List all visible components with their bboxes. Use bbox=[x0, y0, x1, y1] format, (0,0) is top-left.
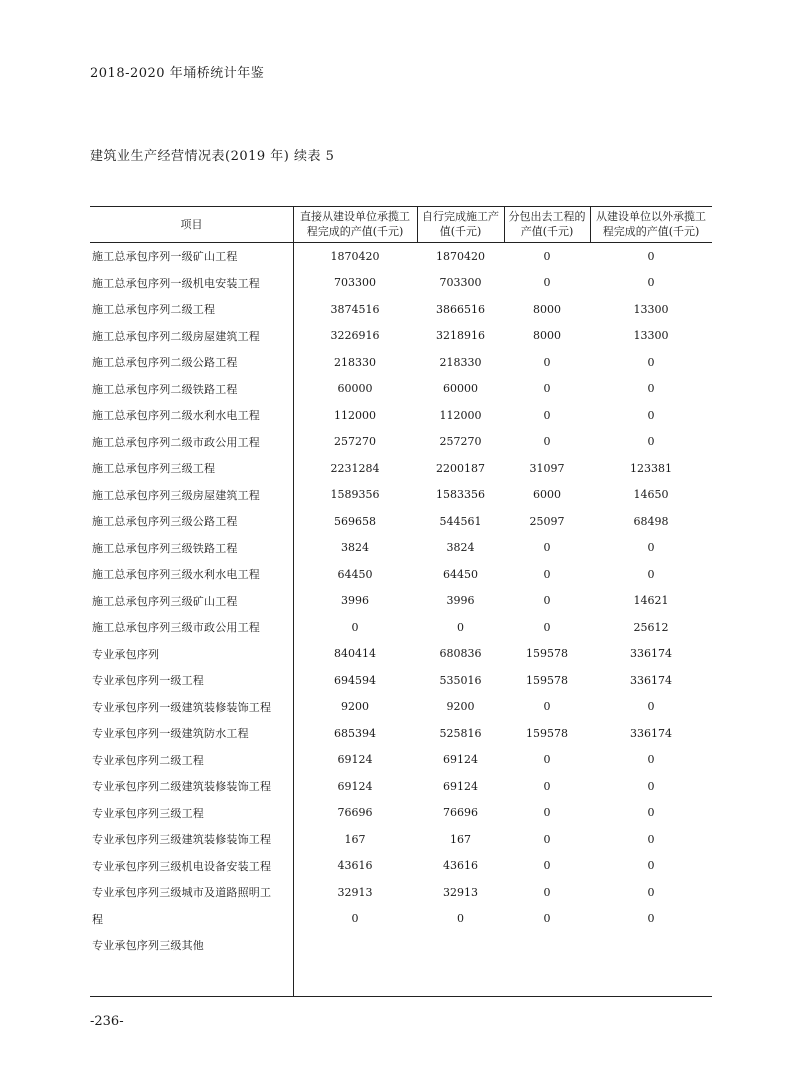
row-label: 专业承包序列一级工程 bbox=[92, 674, 204, 688]
cell-value: 257270 bbox=[334, 435, 376, 449]
cell-value: 69124 bbox=[337, 753, 373, 767]
column-divider bbox=[504, 206, 505, 243]
cell-value: 123381 bbox=[630, 461, 672, 475]
row-label: 施工总承包序列三级水利水电工程 bbox=[92, 568, 260, 582]
cell-value: 3866516 bbox=[436, 302, 485, 316]
cell-value: 112000 bbox=[334, 408, 376, 422]
table-row bbox=[90, 641, 712, 668]
table-row bbox=[90, 853, 712, 880]
cell-value: 0 bbox=[543, 594, 551, 608]
table-row bbox=[90, 800, 712, 827]
cell-value: 1583356 bbox=[436, 488, 485, 502]
cell-value: 1589356 bbox=[330, 488, 380, 502]
cell-value: 3996 bbox=[341, 594, 369, 608]
cell-value: 544561 bbox=[439, 514, 482, 528]
cell-value: 167 bbox=[344, 832, 366, 846]
cell-value: 25612 bbox=[633, 620, 669, 634]
cell-value: 0 bbox=[543, 355, 551, 369]
cell-value: 69124 bbox=[443, 779, 478, 793]
header-other-output: 从建设单位以外承揽工程完成的产值(千元) bbox=[590, 206, 712, 243]
cell-value: 3226916 bbox=[330, 329, 380, 343]
cell-value: 69124 bbox=[443, 753, 478, 767]
table-row bbox=[90, 826, 712, 853]
row-label: 施工总承包序列三级铁路工程 bbox=[92, 541, 238, 555]
cell-value: 13300 bbox=[633, 302, 669, 316]
table-row bbox=[90, 402, 712, 429]
cell-value: 336174 bbox=[630, 673, 672, 687]
cell-value: 0 bbox=[647, 355, 655, 369]
cell-value: 703300 bbox=[334, 276, 376, 290]
row-label: 施工总承包序列二级市政公用工程 bbox=[92, 435, 260, 449]
cell-value: 0 bbox=[647, 700, 655, 714]
cell-value: 31097 bbox=[529, 461, 565, 475]
cell-value: 218330 bbox=[334, 355, 376, 369]
cell-value: 1870420 bbox=[436, 249, 485, 263]
cell-value: 0 bbox=[543, 912, 551, 926]
cell-value: 2231284 bbox=[330, 461, 380, 475]
table-row bbox=[90, 270, 712, 297]
table-row bbox=[90, 694, 712, 721]
row-label: 施工总承包序列二级铁路工程 bbox=[92, 382, 238, 396]
table-row bbox=[90, 667, 712, 694]
cell-value: 13300 bbox=[633, 329, 669, 343]
row-label: 施工总承包序列三级矿山工程 bbox=[92, 594, 238, 608]
cell-value: 0 bbox=[543, 832, 551, 846]
table-row bbox=[90, 508, 712, 535]
table-row bbox=[90, 747, 712, 774]
cell-value: 257270 bbox=[439, 435, 482, 449]
row-label: 施工总承包序列二级房屋建筑工程 bbox=[92, 329, 260, 343]
cell-value: 218330 bbox=[439, 355, 482, 369]
cell-value: 0 bbox=[543, 859, 551, 873]
statistics-table-container bbox=[90, 206, 712, 997]
cell-value: 0 bbox=[543, 435, 551, 449]
cell-value: 3824 bbox=[446, 541, 475, 555]
cell-value: 43616 bbox=[443, 859, 478, 873]
cell-value: 25097 bbox=[529, 514, 565, 528]
cell-value: 8000 bbox=[533, 302, 561, 316]
cell-value: 9200 bbox=[341, 700, 369, 714]
table-row bbox=[90, 561, 712, 588]
cell-value: 336174 bbox=[630, 647, 672, 661]
row-label: 专业承包序列一级建筑装修装饰工程 bbox=[92, 700, 272, 714]
table-row bbox=[90, 614, 712, 641]
row-label: 施工总承包序列一级机电安装工程 bbox=[92, 276, 260, 290]
cell-value: 569658 bbox=[334, 514, 376, 528]
table-row bbox=[90, 906, 712, 933]
row-label: 专业承包序列三级机电设备安装工程 bbox=[92, 859, 272, 873]
cell-value: 525816 bbox=[439, 726, 482, 740]
cell-value: 0 bbox=[647, 859, 655, 873]
table-header-row bbox=[90, 206, 712, 243]
cell-value: 0 bbox=[543, 620, 551, 634]
cell-value: 703300 bbox=[439, 276, 482, 290]
cell-value: 112000 bbox=[439, 408, 482, 422]
table-top-rule bbox=[90, 206, 712, 207]
cell-value: 0 bbox=[457, 912, 464, 926]
table-row bbox=[90, 773, 712, 800]
cell-value: 64450 bbox=[337, 567, 373, 581]
table-row bbox=[90, 349, 712, 376]
table-bottom-rule bbox=[90, 996, 712, 997]
column-divider bbox=[590, 206, 591, 243]
table-body bbox=[90, 243, 712, 959]
table-row bbox=[90, 535, 712, 562]
cell-value: 0 bbox=[543, 885, 551, 899]
table-row bbox=[90, 879, 712, 906]
cell-value: 0 bbox=[647, 912, 655, 926]
header-item: 项目 bbox=[90, 206, 293, 243]
row-label: 施工总承包序列三级市政公用工程 bbox=[92, 621, 260, 635]
row-label: 专业承包序列 bbox=[92, 647, 160, 661]
cell-value: 14650 bbox=[633, 488, 669, 502]
cell-value: 0 bbox=[647, 249, 655, 263]
row-label: 施工总承包序列二级水利水电工程 bbox=[92, 409, 260, 423]
cell-value: 0 bbox=[457, 620, 464, 634]
cell-value bbox=[417, 932, 504, 959]
table-row bbox=[90, 296, 712, 323]
cell-value: 0 bbox=[543, 408, 551, 422]
cell-value: 8000 bbox=[533, 329, 561, 343]
cell-value: 0 bbox=[647, 753, 655, 767]
statistics-table bbox=[90, 206, 712, 959]
cell-value: 6000 bbox=[533, 488, 561, 502]
row-label: 施工总承包序列二级工程 bbox=[92, 303, 216, 317]
cell-value: 0 bbox=[647, 885, 655, 899]
row-label: 程 bbox=[92, 912, 104, 926]
cell-value: 0 bbox=[543, 249, 551, 263]
cell-value: 76696 bbox=[337, 806, 373, 820]
cell-value: 69124 bbox=[337, 779, 373, 793]
cell-value: 0 bbox=[647, 435, 655, 449]
header-subcontract-output: 分包出去工程的产值(千元) bbox=[504, 206, 590, 243]
cell-value: 64450 bbox=[443, 567, 478, 581]
cell-value: 0 bbox=[543, 567, 551, 581]
cell-value: 60000 bbox=[337, 382, 373, 396]
cell-value: 0 bbox=[647, 779, 655, 793]
cell-value: 68498 bbox=[633, 514, 669, 528]
cell-value: 76696 bbox=[443, 806, 478, 820]
cell-value: 0 bbox=[647, 541, 655, 555]
cell-value: 694594 bbox=[334, 673, 376, 687]
cell-value: 32913 bbox=[443, 885, 478, 899]
cell-value: 0 bbox=[543, 806, 551, 820]
row-label: 专业承包序列二级建筑装修装饰工程 bbox=[92, 780, 272, 794]
cell-value: 0 bbox=[543, 779, 551, 793]
cell-value: 0 bbox=[543, 541, 551, 555]
cell-value: 685394 bbox=[334, 726, 376, 740]
cell-value: 0 bbox=[647, 382, 655, 396]
table-row bbox=[90, 588, 712, 615]
cell-value: 0 bbox=[543, 753, 551, 767]
cell-value: 0 bbox=[543, 276, 551, 290]
running-head: 2018-2020 年埇桥统计年鉴 bbox=[90, 66, 265, 81]
row-label: 专业承包序列三级城市及道路照明工 bbox=[92, 886, 272, 900]
cell-value: 0 bbox=[647, 408, 655, 422]
row-label: 专业承包序列一级建筑防水工程 bbox=[92, 727, 249, 741]
cell-value: 0 bbox=[647, 832, 655, 846]
table-row bbox=[90, 455, 712, 482]
cell-value: 2200187 bbox=[436, 461, 485, 475]
column-divider bbox=[417, 206, 418, 243]
cell-value: 535016 bbox=[439, 673, 482, 687]
cell-value: 336174 bbox=[630, 726, 672, 740]
cell-value: 3996 bbox=[446, 594, 475, 608]
row-label: 施工总承包序列三级公路工程 bbox=[92, 515, 238, 529]
cell-value: 0 bbox=[351, 912, 359, 926]
cell-value: 32913 bbox=[337, 885, 373, 899]
row-label: 专业承包序列二级工程 bbox=[92, 753, 204, 767]
row-label: 专业承包序列三级其他 bbox=[92, 939, 204, 953]
cell-value: 159578 bbox=[526, 647, 568, 661]
table-row bbox=[90, 932, 712, 959]
cell-value: 3824 bbox=[341, 541, 369, 555]
table-title: 建筑业生产经营情况表(2019 年) 续表 5 bbox=[90, 149, 335, 164]
row-label: 专业承包序列三级建筑装修装饰工程 bbox=[92, 833, 272, 847]
cell-value: 1870420 bbox=[330, 249, 380, 263]
table-row bbox=[90, 429, 712, 456]
table-row bbox=[90, 720, 712, 747]
cell-value bbox=[293, 932, 417, 959]
cell-value: 680836 bbox=[439, 647, 482, 661]
cell-value: 3874516 bbox=[330, 302, 380, 316]
cell-value: 167 bbox=[450, 832, 471, 846]
row-label: 施工总承包序列一级矿山工程 bbox=[92, 250, 238, 264]
cell-value: 43616 bbox=[337, 859, 373, 873]
cell-value: 0 bbox=[647, 567, 655, 581]
column-divider bbox=[293, 206, 294, 997]
cell-value: 0 bbox=[543, 382, 551, 396]
cell-value: 14621 bbox=[633, 594, 669, 608]
row-label: 施工总承包序列二级公路工程 bbox=[92, 356, 238, 370]
cell-value: 0 bbox=[543, 700, 551, 714]
row-label: 施工总承包序列三级工程 bbox=[92, 462, 216, 476]
cell-value: 159578 bbox=[526, 726, 568, 740]
cell-value: 3218916 bbox=[436, 329, 485, 343]
header-self-output: 自行完成施工产值(千元) bbox=[417, 206, 504, 243]
cell-value: 0 bbox=[351, 620, 359, 634]
row-label: 施工总承包序列三级房屋建筑工程 bbox=[92, 488, 260, 502]
page-number: -236- bbox=[90, 1014, 124, 1029]
table-row bbox=[90, 243, 712, 270]
cell-value: 0 bbox=[647, 806, 655, 820]
cell-value: 60000 bbox=[443, 382, 478, 396]
cell-value bbox=[590, 932, 712, 959]
cell-value bbox=[504, 932, 590, 959]
row-label: 专业承包序列三级工程 bbox=[92, 806, 204, 820]
cell-value: 9200 bbox=[446, 700, 475, 714]
cell-value: 0 bbox=[647, 276, 655, 290]
table-row bbox=[90, 323, 712, 350]
table-row bbox=[90, 376, 712, 403]
cell-value: 840414 bbox=[334, 647, 376, 661]
cell-value: 159578 bbox=[526, 673, 568, 687]
table-row bbox=[90, 482, 712, 509]
header-direct-output: 直接从建设单位承揽工程完成的产值(千元) bbox=[293, 206, 417, 243]
